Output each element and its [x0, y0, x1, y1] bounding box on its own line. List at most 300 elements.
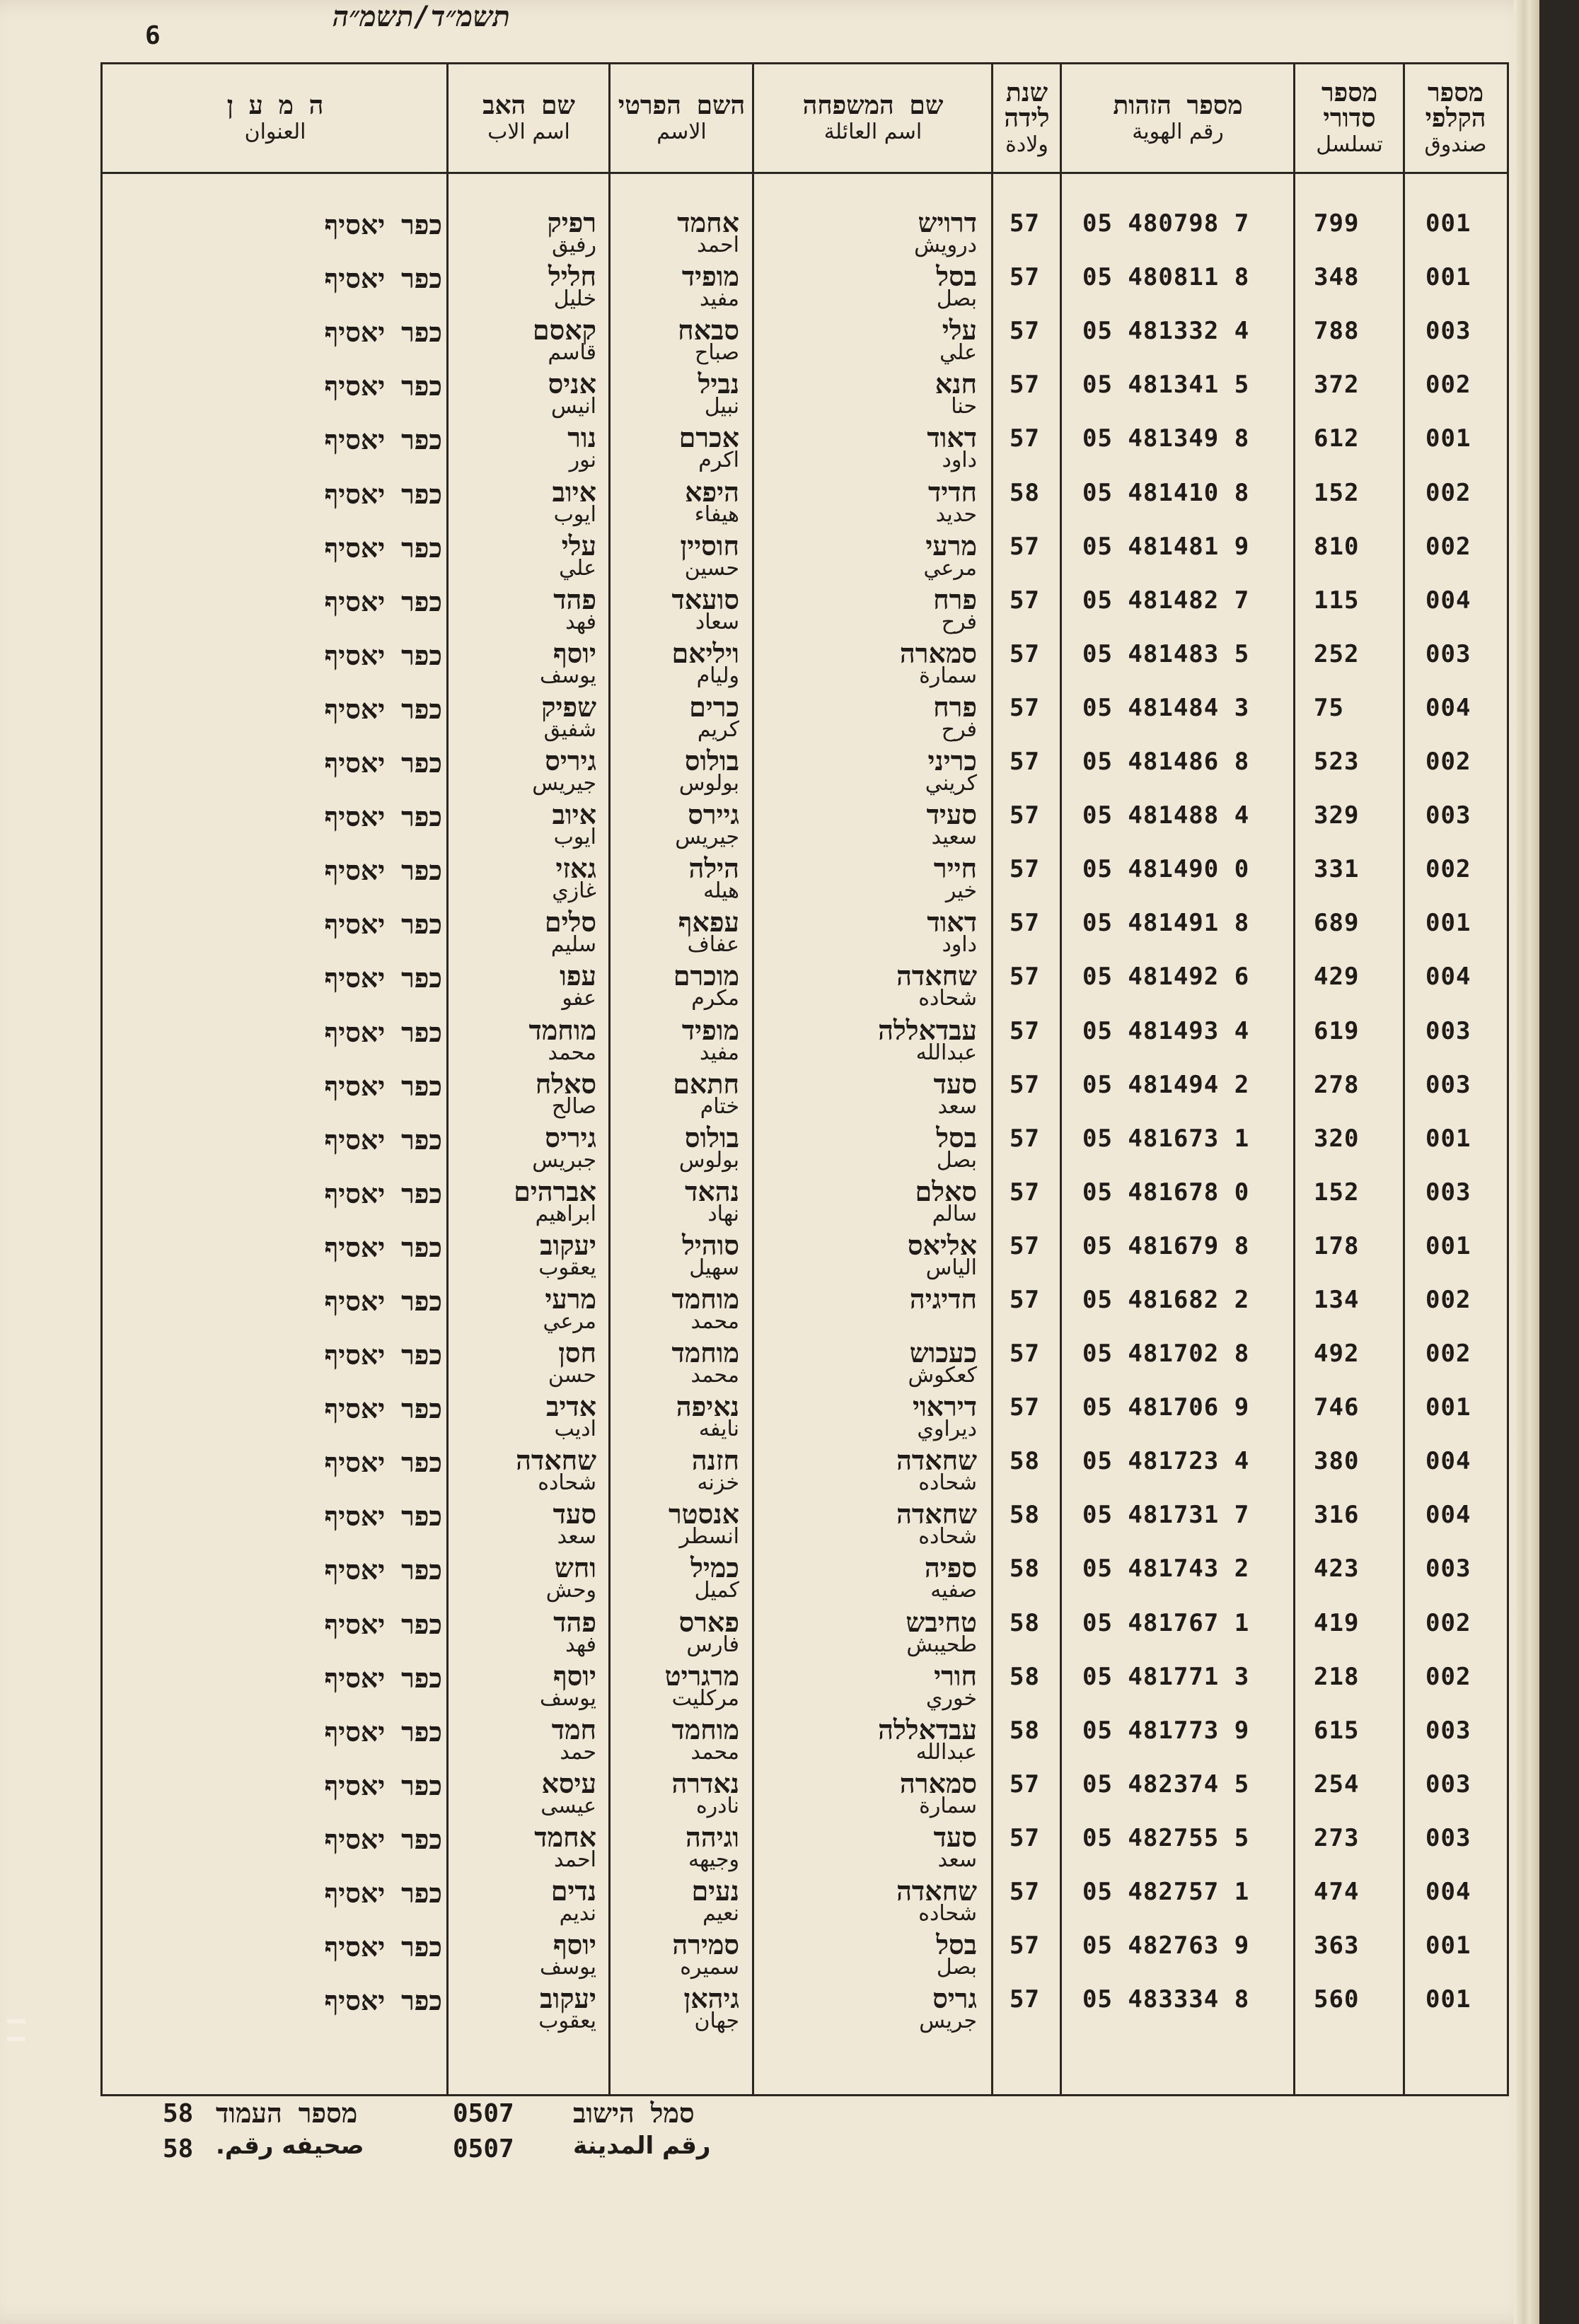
cell-father [516, 1447, 596, 1494]
cell-father-hebrew: גאזי [555, 853, 596, 884]
table-row [103, 586, 1507, 640]
cell-father-hebrew: פהד [553, 584, 596, 615]
cell-family [878, 1716, 977, 1763]
cell-serial: 492 [1314, 1340, 1360, 1368]
cell-box: 003 [1425, 1071, 1471, 1099]
cell-birth: 57 [1010, 533, 1040, 561]
cell-father-hebrew: חסן [558, 1337, 596, 1369]
cell-first-hebrew: אנסטר [669, 1499, 739, 1530]
cell-birth: 57 [1010, 263, 1040, 291]
cell-box: 003 [1425, 1555, 1471, 1583]
cell-id: 05 481678 0 [1082, 1178, 1250, 1207]
cell-serial: 254 [1314, 1770, 1360, 1799]
cell-first [671, 586, 739, 633]
cell-family-arabic: طحيبش [906, 1632, 977, 1657]
cell-father [567, 424, 596, 471]
cell-first [691, 1878, 739, 1924]
cell-father-hebrew: מוחמד [528, 1015, 596, 1046]
cell-family-hebrew: דאוד [927, 422, 977, 453]
cell-first-arabic: هيله [703, 878, 739, 903]
cell-box: 003 [1425, 1716, 1471, 1745]
cell-serial: 615 [1314, 1716, 1360, 1745]
cell-address: כפר יאסיף [324, 1178, 442, 1209]
cell-family-arabic: شحاده [918, 986, 977, 1011]
cell-first-hebrew: מופיד [681, 261, 739, 292]
cell-box: 001 [1425, 1232, 1471, 1260]
table-row [103, 479, 1507, 533]
cell-father-hebrew: נור [567, 422, 596, 453]
cell-father-hebrew: יעקוב [540, 1230, 596, 1261]
cell-family-arabic: صفيه [930, 1578, 977, 1603]
cell-first-arabic: نهاد [707, 1202, 739, 1226]
cell-family-arabic: داود [942, 932, 977, 957]
cell-id: 05 481682 2 [1082, 1286, 1250, 1314]
cell-family [914, 209, 977, 256]
cell-box: 002 [1425, 479, 1471, 507]
cell-box: 001 [1425, 1393, 1471, 1422]
cell-serial: 788 [1314, 317, 1360, 345]
cell-address: כפר יאסיף [324, 1017, 442, 1048]
table-row [103, 530, 1507, 586]
cell-first-arabic: صباح [694, 340, 739, 365]
cell-box: 004 [1425, 1501, 1471, 1529]
cell-father-hebrew: אדיב [546, 1391, 596, 1422]
cell-first-arabic: مكرم [691, 986, 739, 1011]
cell-box: 001 [1425, 1985, 1471, 2014]
cell-first [671, 1716, 739, 1763]
cell-first-hebrew: גיהאן [683, 1983, 739, 2014]
cell-father [541, 694, 596, 740]
cell-birth: 58 [1010, 1716, 1040, 1745]
cell-father-arabic: جيريس [532, 771, 596, 796]
cell-address: כפר יאסיף [324, 1716, 442, 1748]
cell-father [551, 1878, 596, 1924]
cell-first [671, 1337, 739, 1388]
cell-father-arabic: يوسف [539, 1955, 596, 1980]
cell-family [908, 1232, 977, 1279]
cell-id: 05 481743 2 [1082, 1555, 1250, 1583]
year-range: תשמ״ד/תשמ״ה [332, 1, 511, 33]
cell-first [672, 1931, 739, 1978]
table-row [103, 368, 1507, 424]
cell-father [548, 1337, 596, 1388]
cell-family [927, 909, 977, 955]
cell-father [528, 1017, 596, 1064]
cell-id: 05 481492 6 [1082, 963, 1250, 991]
cell-first [671, 640, 739, 687]
cell-serial: 429 [1314, 963, 1360, 991]
cell-box: 001 [1425, 1931, 1471, 1960]
cell-first [685, 1178, 739, 1225]
cell-id: 05 481490 0 [1082, 855, 1250, 883]
cell-family-arabic: عبدالله [915, 1740, 977, 1765]
cell-first [684, 1985, 739, 2032]
cell-family-hebrew: שחאדה [896, 1876, 977, 1907]
cell-family-hebrew: סעיד [926, 799, 977, 830]
cell-family-arabic: درويش [914, 233, 977, 257]
cell-id: 05 481486 8 [1082, 748, 1250, 776]
cell-first-hebrew: הילה [688, 853, 739, 884]
cell-birth: 57 [1010, 317, 1040, 345]
cell-birth: 57 [1010, 1340, 1040, 1368]
cell-father-arabic: علي [559, 556, 596, 581]
cell-father [534, 1824, 596, 1871]
cell-father [559, 530, 596, 581]
cell-birth: 57 [1010, 801, 1040, 830]
cell-box: 003 [1425, 801, 1471, 830]
col-header-birth: שנת לידה ولادة [1004, 79, 1050, 157]
cell-family [939, 317, 977, 364]
cell-family [896, 1501, 977, 1547]
cell-father-hebrew: יעקוב [540, 1983, 596, 2014]
cell-first [678, 745, 739, 796]
cell-serial: 329 [1314, 801, 1360, 830]
cell-family-hebrew: חייר [933, 853, 977, 884]
cell-father-arabic: رفيق [552, 233, 596, 257]
cell-father-arabic: ايوب [553, 825, 596, 849]
cell-address: כפר יאסיף [324, 1501, 442, 1532]
cell-family-arabic: بصل [936, 1148, 977, 1173]
cell-first-hebrew: בולוס [684, 745, 739, 777]
cell-father-hebrew: עיסא [541, 1768, 596, 1799]
cell-first [682, 1232, 739, 1279]
cell-family-hebrew: פרח [933, 692, 977, 723]
cell-father-hebrew: עפו [560, 960, 596, 992]
col-header-family: שם המשפחה اسم العائلة [802, 91, 944, 144]
cell-family-hebrew: חדיגיה [909, 1284, 977, 1315]
cell-serial: 152 [1314, 1178, 1360, 1207]
cell-father-hebrew: נדים [550, 1876, 596, 1907]
cell-family-arabic: سمارة [919, 663, 977, 688]
cell-address: כפר יאסיף [324, 533, 442, 564]
cell-id: 05 481767 1 [1082, 1609, 1250, 1637]
cell-first-hebrew: נהאד [685, 1176, 739, 1207]
cell-family-hebrew: עבדאללה [878, 1714, 977, 1745]
table-row [103, 1178, 1507, 1232]
cell-serial: 799 [1314, 209, 1360, 238]
cell-id: 05 481723 4 [1082, 1447, 1250, 1475]
cell-first-arabic: ختام [700, 1094, 739, 1119]
cell-father-arabic: ابراهيم [535, 1202, 596, 1226]
cell-father-hebrew: סלים [544, 907, 596, 938]
cell-father-arabic: شحاده [538, 1470, 596, 1495]
table-row [103, 1824, 1507, 1878]
cell-serial: 423 [1314, 1555, 1360, 1583]
cell-birth: 57 [1010, 424, 1040, 453]
cell-address: כפר יאסיף [324, 748, 442, 779]
table-row [103, 424, 1507, 478]
cell-father-arabic: فهد [565, 610, 596, 634]
cell-father-arabic: فهد [565, 1632, 596, 1657]
cell-first-hebrew: סמירה [672, 1929, 739, 1960]
cell-family-arabic: شحاده [918, 1524, 977, 1549]
cell-first-arabic: جيريس [675, 825, 739, 849]
cell-father-hebrew: קאסם [532, 315, 596, 346]
cell-father [532, 745, 596, 796]
cell-birth: 57 [1010, 1178, 1040, 1207]
cell-birth: 57 [1010, 209, 1040, 238]
cell-address: כפר יאסיף [324, 1393, 442, 1424]
cell-birth: 58 [1010, 1501, 1040, 1529]
cell-box: 002 [1425, 1663, 1471, 1691]
cell-father [540, 1663, 596, 1709]
cell-first-hebrew: מוחמד [671, 1714, 739, 1745]
cell-father-hebrew: גיריס [545, 1122, 596, 1154]
cell-first [692, 1447, 739, 1494]
cell-father [543, 1286, 596, 1332]
cell-family-hebrew: ספיה [924, 1552, 977, 1584]
cell-first [682, 1017, 739, 1064]
table-row [103, 960, 1507, 1016]
cell-father-hebrew: סאלח [535, 1069, 596, 1100]
cell-father [533, 317, 596, 364]
cell-id: 05 482755 5 [1082, 1824, 1250, 1852]
cell-father [560, 960, 596, 1011]
cell-family [924, 1552, 977, 1603]
table-row [103, 317, 1507, 371]
cell-birth: 57 [1010, 1286, 1040, 1314]
cell-family-arabic: سعد [937, 1094, 977, 1119]
cell-father-arabic: خليل [553, 286, 596, 311]
cell-family-hebrew: מרעי [925, 530, 977, 562]
cell-box: 002 [1425, 371, 1471, 399]
cell-birth: 58 [1010, 479, 1040, 507]
cell-family [878, 1017, 977, 1064]
cell-first [690, 1552, 739, 1603]
cell-father-arabic: سعد [557, 1524, 596, 1549]
cell-first [682, 263, 739, 310]
cell-address: כפר יאסיף [324, 855, 442, 886]
cell-first [686, 1824, 739, 1871]
cell-first-hebrew: מופיד [681, 1015, 739, 1046]
cell-serial: 560 [1314, 1985, 1360, 2014]
cell-serial: 134 [1314, 1286, 1360, 1314]
cell-family-arabic: خير [945, 878, 977, 903]
cell-father-arabic: حسن [548, 1363, 596, 1388]
cell-first-hebrew: סוהיל [682, 1230, 739, 1261]
cell-serial: 348 [1314, 263, 1360, 291]
cell-father [545, 909, 596, 955]
cell-father [546, 1393, 596, 1440]
cell-id: 05 481702 8 [1082, 1340, 1250, 1368]
cell-father-hebrew: רפיק [547, 207, 596, 238]
cell-father-hebrew: חמד [551, 1714, 596, 1745]
page-edge [1514, 0, 1539, 2324]
cell-birth: 57 [1010, 1770, 1040, 1799]
cell-father-arabic: يوسف [539, 663, 596, 688]
cell-family-arabic: بصل [936, 1955, 977, 1980]
header-divider [103, 172, 1507, 174]
cell-address: כפר יאסיף [324, 1555, 442, 1586]
cell-first-hebrew: עפאף [678, 907, 739, 938]
cell-id: 05 480798 7 [1082, 209, 1250, 238]
cell-address: כפר יאסיף [324, 1232, 442, 1263]
cell-birth: 58 [1010, 1609, 1040, 1637]
locality-label: סמל הישוב [573, 2098, 695, 2129]
cell-family [927, 801, 977, 848]
cell-first-arabic: نايفه [698, 1417, 739, 1441]
cell-family-hebrew: חנא [935, 368, 977, 400]
page-footer [149, 2099, 1493, 2184]
cell-first-hebrew: היפא [685, 477, 739, 508]
cell-box: 003 [1425, 640, 1471, 668]
cell-family-arabic: كريني [925, 771, 977, 796]
cell-first-arabic: فارس [686, 1632, 739, 1657]
cell-family-arabic: جريس [919, 2009, 977, 2033]
cell-id: 05 481706 9 [1082, 1393, 1250, 1422]
cell-birth: 57 [1010, 1878, 1040, 1906]
cell-first [669, 1501, 739, 1547]
table-row [103, 209, 1507, 263]
cell-father [545, 1552, 596, 1603]
cell-father [547, 209, 596, 256]
cell-first-arabic: عفاف [687, 932, 739, 957]
cell-first-arabic: وجيهه [688, 1847, 739, 1872]
cell-serial: 273 [1314, 1824, 1360, 1852]
cell-father-hebrew: עלי [561, 530, 596, 562]
cell-family [927, 424, 977, 471]
cell-family-arabic: سمارة [919, 1794, 977, 1818]
cell-first-hebrew: חזנה [691, 1445, 739, 1476]
table-row [103, 1286, 1507, 1340]
cell-father-hebrew: איוב [552, 799, 596, 830]
cell-address: כפר יאסיף [324, 963, 442, 994]
cell-id: 05 482757 1 [1082, 1878, 1250, 1906]
cell-birth: 57 [1010, 694, 1040, 722]
cell-family [896, 1447, 977, 1494]
table-row [103, 1337, 1507, 1393]
cell-first-arabic: نبيل [704, 394, 739, 419]
cell-first-arabic: بولوس [678, 1148, 739, 1173]
cell-first-hebrew: מוחמד [671, 1337, 739, 1369]
cell-father-hebrew: סעד [553, 1499, 596, 1530]
cell-address: כפר יאסיף [324, 801, 442, 832]
cell-first-arabic: كميل [694, 1578, 739, 1603]
cell-first-arabic: جهان [694, 2009, 739, 2033]
cell-first-hebrew: מוכרם [673, 960, 739, 992]
cell-father [536, 1071, 596, 1117]
cell-birth: 57 [1010, 748, 1040, 776]
cell-address: כפר יאסיף [324, 479, 442, 510]
cell-box: 002 [1425, 1609, 1471, 1637]
cell-father-arabic: غازي [552, 878, 596, 903]
cell-first-hebrew: ויליאם [671, 638, 739, 669]
cell-box: 003 [1425, 1017, 1471, 1045]
cell-box: 001 [1425, 209, 1471, 238]
cell-first [679, 1609, 739, 1656]
cell-box: 004 [1425, 963, 1471, 991]
cell-father-arabic: صالح [551, 1094, 596, 1119]
cell-box: 004 [1425, 586, 1471, 615]
cell-first [673, 960, 739, 1011]
cell-father-arabic: احمد [554, 1847, 596, 1872]
cell-id: 05 481341 5 [1082, 371, 1250, 399]
margin-mark [7, 2037, 25, 2041]
cell-serial: 152 [1314, 479, 1360, 507]
cell-address: כפר יאסיף [324, 1985, 442, 2016]
cell-address: כפר יאסיף [324, 640, 442, 671]
cell-father-arabic: شفيق [543, 717, 596, 742]
cell-family-hebrew: עלי [942, 315, 977, 346]
cell-family-hebrew: פרח [933, 584, 977, 615]
cell-family-hebrew: גריס [932, 1983, 977, 2014]
cell-birth: 57 [1010, 1017, 1040, 1045]
cell-first-hebrew: אכרם [678, 422, 739, 453]
cell-serial: 320 [1314, 1125, 1360, 1153]
cell-id: 05 481481 9 [1082, 533, 1250, 561]
cell-address: כפר יאסיף [324, 694, 442, 725]
table-row [103, 1878, 1507, 1931]
table-row [103, 1716, 1507, 1770]
cell-family-hebrew: דיראוי [913, 1391, 977, 1422]
cell-first [689, 694, 739, 740]
page-value: 58 [163, 2099, 194, 2128]
cell-box: 001 [1425, 424, 1471, 453]
cell-first-hebrew: מרגריט [664, 1661, 739, 1692]
cell-box: 003 [1425, 1770, 1471, 1799]
cell-family-arabic: ديراوي [917, 1417, 977, 1441]
cell-birth: 58 [1010, 1447, 1040, 1475]
cell-id: 05 481771 3 [1082, 1663, 1250, 1691]
cell-father-arabic: عيسى [540, 1794, 596, 1818]
page-value-ar: 58 [163, 2134, 194, 2163]
cell-family-hebrew: חורי [934, 1661, 977, 1692]
cell-serial: 380 [1314, 1447, 1360, 1475]
table-row [103, 1232, 1507, 1286]
cell-birth: 58 [1010, 1555, 1040, 1583]
cell-family [923, 530, 977, 581]
cell-id: 05 480811 8 [1082, 263, 1250, 291]
cell-serial: 689 [1314, 909, 1360, 937]
cell-family-hebrew: שחאדה [896, 1499, 977, 1530]
cell-first-arabic: اكرم [698, 448, 739, 472]
cell-family [913, 1393, 977, 1440]
cell-family-hebrew: כריני [927, 745, 977, 777]
cell-serial: 523 [1314, 748, 1360, 776]
cell-first-arabic: انسطر [679, 1524, 739, 1549]
cell-family [933, 694, 977, 740]
cell-birth: 57 [1010, 855, 1040, 883]
cell-serial: 619 [1314, 1017, 1360, 1045]
cell-serial: 252 [1314, 640, 1360, 668]
cell-father [538, 1232, 596, 1279]
cell-father [553, 586, 596, 633]
cell-first [676, 1393, 739, 1440]
cell-father-arabic: نور [569, 448, 596, 472]
cell-birth: 57 [1010, 371, 1040, 399]
cell-box: 002 [1425, 1340, 1471, 1368]
cell-first-arabic: وليام [696, 663, 739, 688]
cell-family-hebrew: כעכוש [909, 1337, 977, 1369]
cell-father-arabic: قاسم [548, 340, 596, 365]
cell-address: כפר יאסיף [324, 1770, 442, 1801]
locality-code-ar: 0507 [453, 2134, 514, 2163]
cell-father-hebrew: אניס [548, 368, 596, 400]
cell-id: 05 481673 1 [1082, 1125, 1250, 1153]
cell-family [915, 1178, 977, 1225]
cell-address: כפר יאסיף [324, 1824, 442, 1855]
cell-address: כפר יאסיף [324, 1071, 442, 1102]
table-row [103, 694, 1507, 748]
cell-birth: 57 [1010, 963, 1040, 991]
cell-birth: 57 [1010, 1985, 1040, 2014]
cell-father [548, 263, 596, 310]
cell-father-hebrew: יוסף [553, 1929, 596, 1960]
cell-family-hebrew: סעד [933, 1822, 977, 1853]
cell-father [540, 1931, 596, 1978]
cell-father-hebrew: שחאדה [516, 1445, 596, 1476]
cell-address: כפר יאסיף [324, 263, 442, 294]
